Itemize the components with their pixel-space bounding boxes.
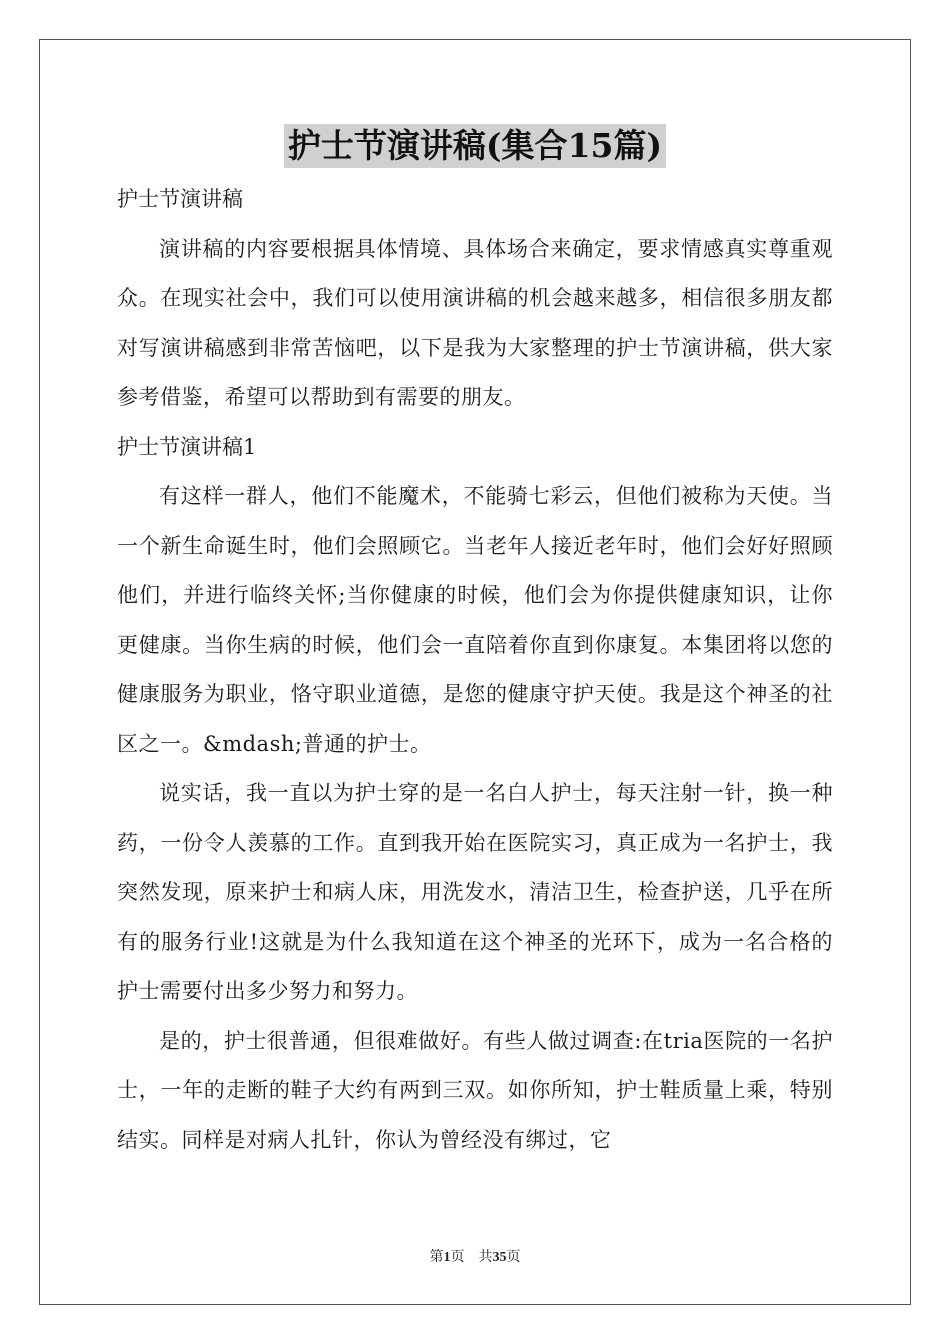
total-prefix: 共 xyxy=(478,1250,493,1265)
document-title: 护士节演讲稿(集合15篇) xyxy=(284,124,666,168)
body-paragraph-3: 是的，护士很普通，但很难做好。有些人做过调查:在tria医院的一名护士，一年的走断的鞋子大约有两到三双。如你所知，护士鞋质量上乘，特别结实。同样是对病人扎针，你认为曾经没有绑过，它 xyxy=(117,1028,833,1152)
section-heading: 护士节演讲稿 xyxy=(117,187,243,211)
page-footer xyxy=(0,1246,950,1266)
page-suffix: 页 xyxy=(450,1250,465,1265)
page-number-label xyxy=(430,1246,465,1266)
title-wrap xyxy=(0,124,950,168)
intro-paragraph: 演讲稿的内容要根据具体情境、具体场合来确定，要求情感真实尊重观众。在现实社会中，我们可以使用演讲稿的机会越来越多，相信很多朋友都对写演讲稿感到非常苦恼吧，以下是我为大家整理的护士节演讲稿，供大家参考借鉴，希望可以帮助到有需要的朋友。 xyxy=(117,236,833,409)
total-suffix: 页 xyxy=(506,1250,521,1265)
total-pages: 35 xyxy=(492,1250,507,1265)
document-body xyxy=(117,175,833,1165)
body-paragraph-2: 说实话，我一直以为护士穿的是一名白人护士，每天注射一针，换一种药，一份令人羡慕的工作。直到我开始在医院实习，真正成为一名护士，我突然发现，原来护士和病人床，用洗发水，清洁卫生，检查护送，几乎在所有的服务行业!这就是为什么我知道在这个神圣的光环下，成为一名合格的护士需要付出多少努力和努力。 xyxy=(117,781,833,1003)
body-paragraph-1: 有这样一群人，他们不能魔术，不能骑七彩云，但他们被称为天使。当一个新生命诞生时，他们会照顾它。当老年人接近老年时，他们会好好照顾他们，并进行临终关怀;当你健康的时候，他们会为你提供健康知识，让你更健康。当你生病的时候，他们会一直陪着你直到你康复。本集团将以您的健康服务为职业，恪守职业道德，是您的健康守护天使。我是这个神圣的社区之一。&mdash;普通的护士。 xyxy=(117,484,833,756)
page-number: 1 xyxy=(443,1250,451,1265)
total-pages-label xyxy=(479,1246,521,1266)
page-prefix: 第 xyxy=(429,1250,444,1265)
essay-heading: 护士节演讲稿1 xyxy=(117,434,257,459)
